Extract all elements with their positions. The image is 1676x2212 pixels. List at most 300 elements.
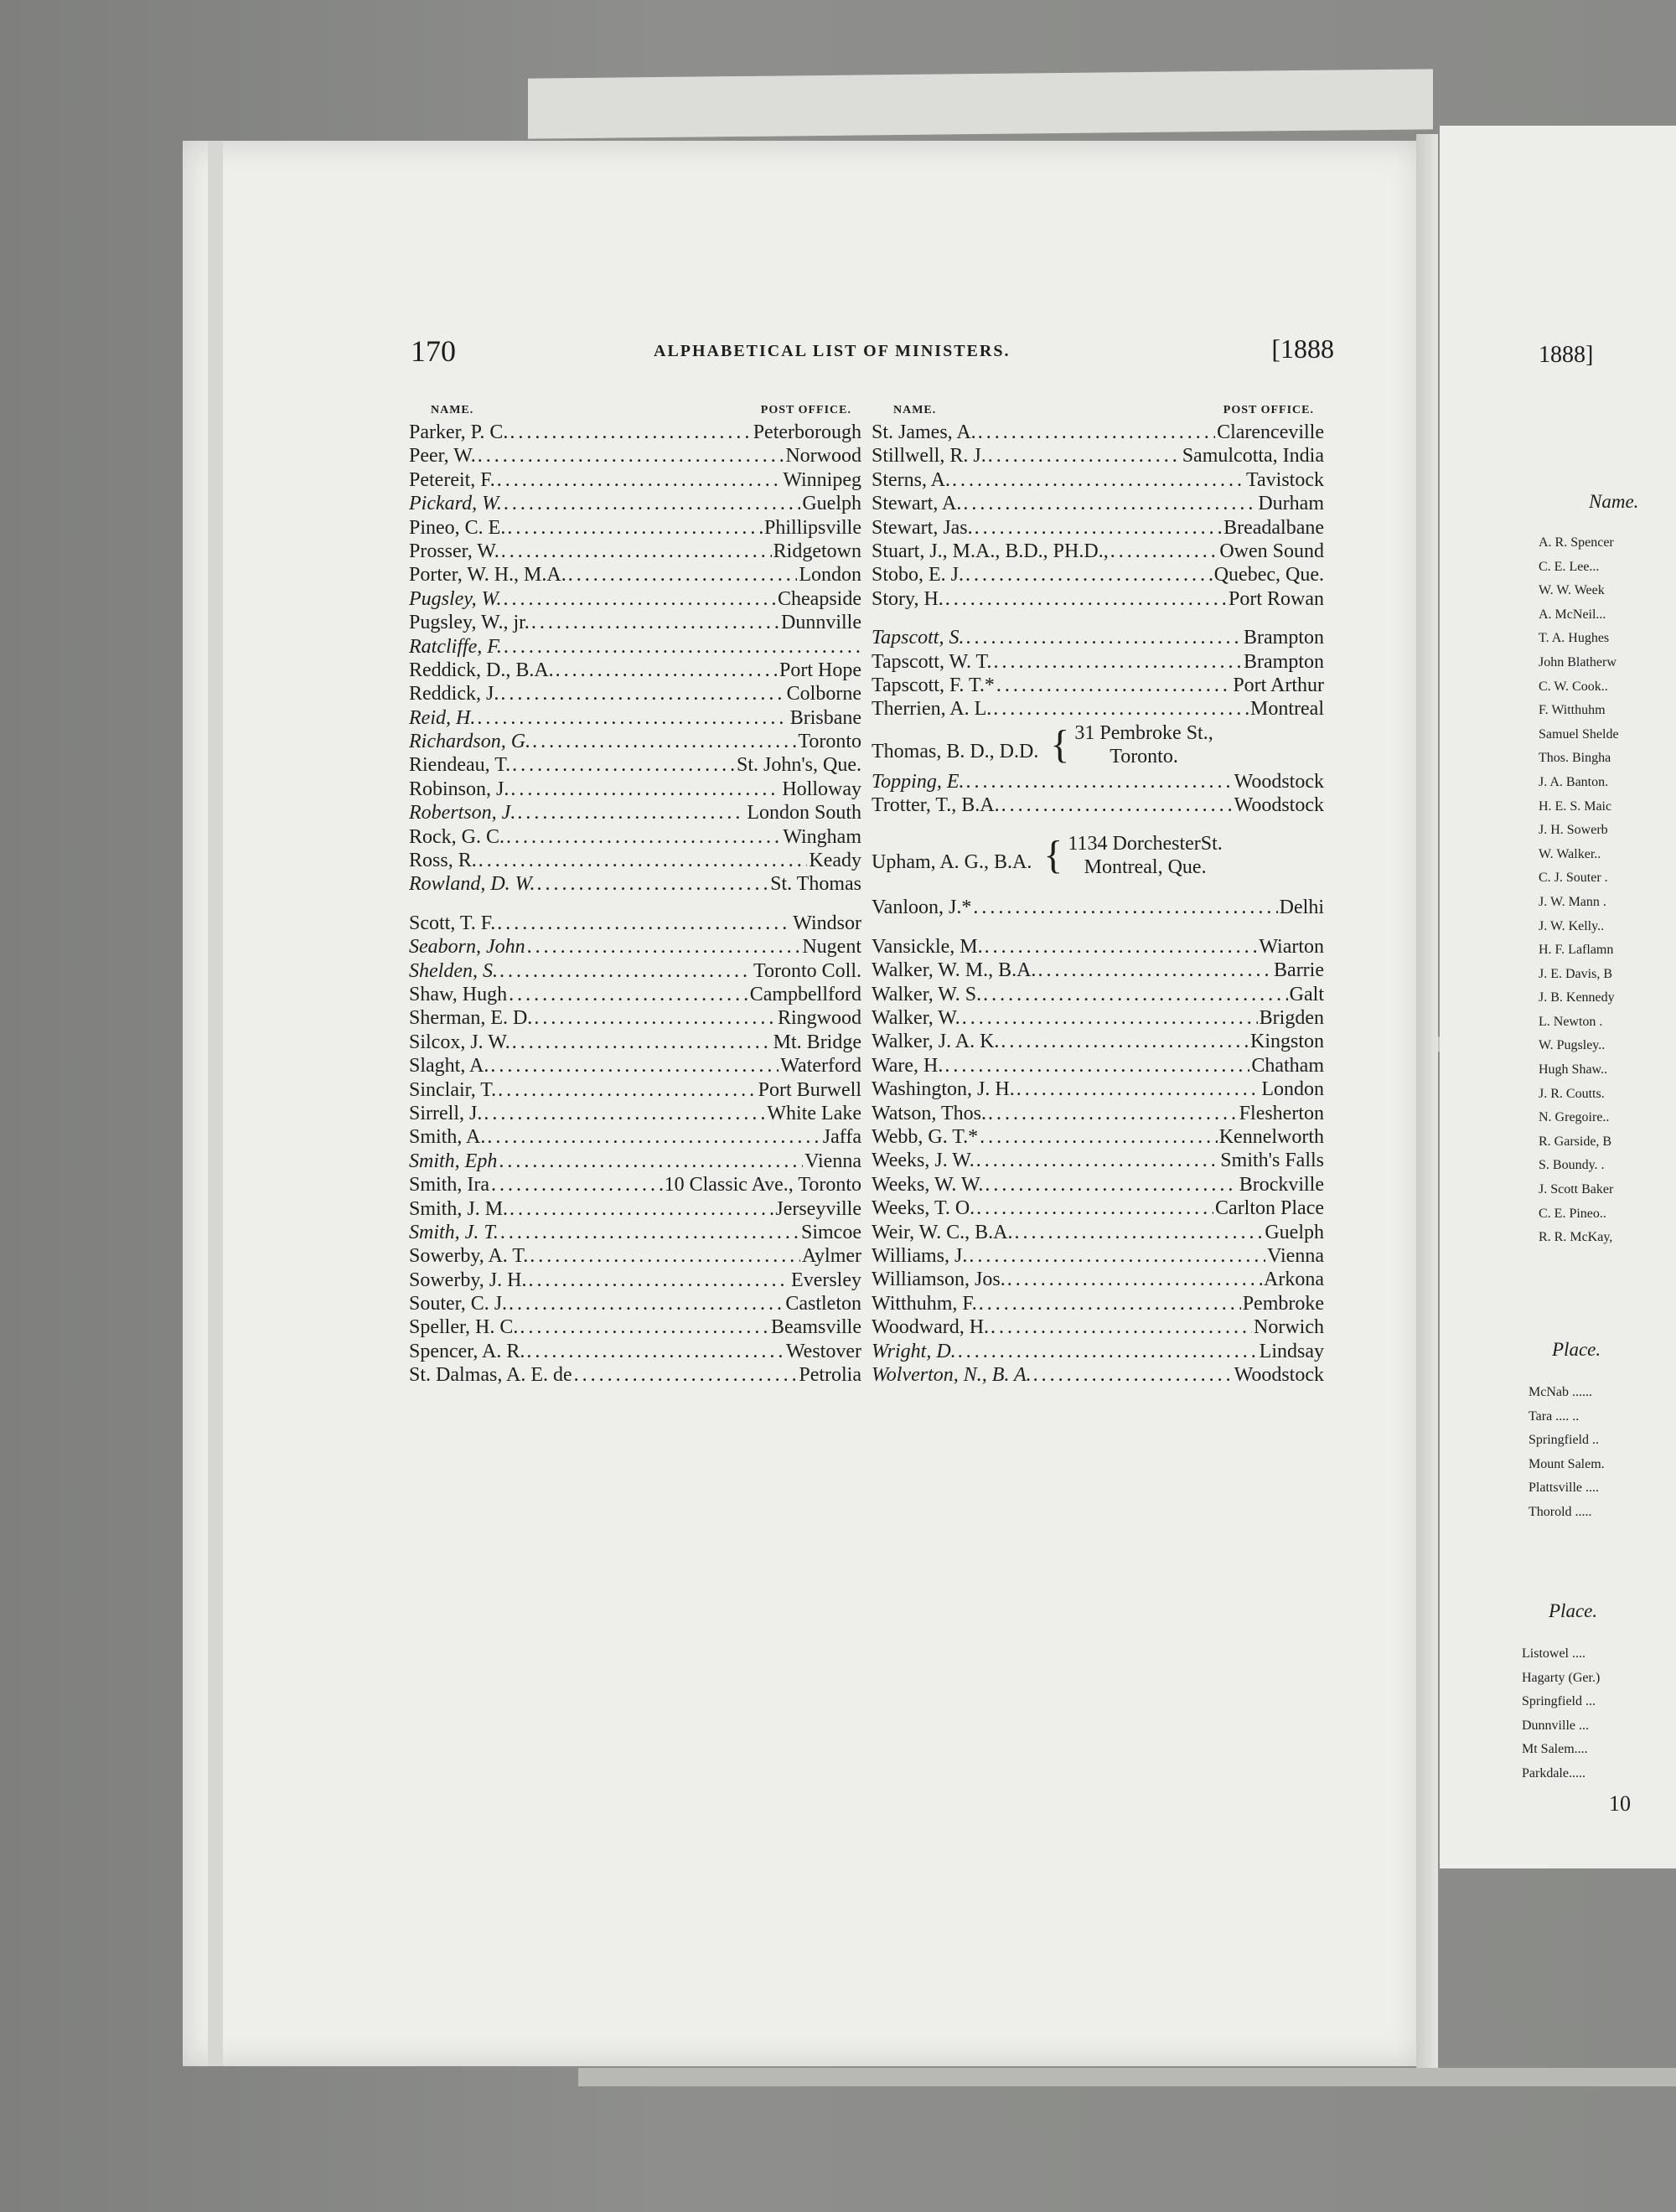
post-office: Barrie — [1274, 959, 1324, 982]
dot-leader — [499, 1150, 803, 1173]
dot-leader — [1037, 959, 1272, 982]
dot-leader — [491, 1173, 663, 1196]
post-office-address — [1068, 832, 1222, 879]
minister-name: St. James, A. — [872, 421, 976, 443]
minister-entry — [872, 1363, 1324, 1387]
minister-entry — [409, 1363, 861, 1387]
minister-name: Trotter, T., B.A. — [872, 794, 1000, 817]
dot-leader — [497, 468, 782, 492]
underlying-sheet-edge — [528, 69, 1433, 138]
minister-name: Rowland, D. W. — [409, 873, 535, 896]
minister-name: Robinson, J. — [409, 778, 510, 800]
minister-entry — [872, 983, 1324, 1006]
right-place-entry: Parkdale..... — [1522, 1765, 1585, 1780]
post-office: Smith's Falls — [1220, 1150, 1324, 1172]
post-office: Pembroke — [1242, 1292, 1324, 1315]
minister-name: Story, H. — [872, 587, 944, 610]
dot-leader — [520, 1315, 769, 1339]
dot-leader — [503, 587, 776, 611]
dot-leader — [1007, 1268, 1262, 1291]
right-place-entry: Dunnville ... — [1522, 1718, 1589, 1733]
address-line-2: Montreal, Que. — [1084, 856, 1207, 879]
right-name-entry: J. R. Coutts. — [1539, 1086, 1605, 1101]
right-names-list — [1539, 531, 1619, 1250]
minister-entry — [409, 563, 861, 587]
minister-name: Walker, W. M., B.A. — [872, 959, 1037, 982]
minister-name: Walker, W. S. — [872, 983, 982, 1005]
minister-entry — [872, 1221, 1324, 1244]
dot-leader — [979, 1292, 1241, 1315]
book-gutter — [1416, 134, 1438, 2086]
column-header — [872, 402, 1324, 421]
post-office: White Lake — [767, 1102, 861, 1124]
post-office: Petrolia — [799, 1364, 861, 1387]
minister-name: Stewart, Jas. — [872, 516, 973, 539]
minister-entry — [872, 587, 1324, 611]
post-office: Nugent — [802, 936, 861, 959]
name-header: NAME. — [431, 404, 474, 416]
minister-entry — [872, 492, 1324, 515]
dot-leader — [1001, 793, 1233, 817]
minister-entry — [409, 983, 861, 1006]
dot-leader — [534, 1006, 776, 1030]
right-name-entry: Thos. Bingha — [1539, 751, 1611, 766]
minister-entry — [872, 1292, 1324, 1315]
minister-name: Watson, Thos. — [872, 1102, 986, 1124]
minister-entry — [872, 1149, 1324, 1172]
post-office: Wiarton — [1259, 935, 1324, 958]
right-name-entry: W. Pugsley.. — [1539, 1038, 1606, 1053]
minister-entry — [872, 1078, 1324, 1101]
post-office: Keady — [809, 850, 861, 872]
post-office: Guelph — [1265, 1221, 1324, 1243]
address-line-1: 31 Pembroke St., — [1074, 721, 1213, 744]
minister-entry — [872, 1125, 1324, 1149]
minister-entry — [409, 1125, 861, 1149]
dot-leader — [536, 872, 768, 896]
post-office: Brigden — [1259, 1007, 1324, 1030]
minister-name: Prosser, W. — [409, 540, 499, 562]
dot-leader — [1110, 540, 1218, 563]
minister-entry — [872, 468, 1324, 492]
dot-leader — [526, 1340, 784, 1363]
post-office: Ridgetown — [773, 540, 861, 562]
dot-leader — [510, 1197, 773, 1221]
post-office: Jerseyville — [775, 1197, 861, 1220]
dot-leader — [965, 770, 1232, 793]
minister-name: Reddick, J. — [409, 683, 499, 705]
post-office: Toronto — [798, 731, 861, 753]
post-office: Port Rowan — [1229, 587, 1324, 610]
minister-entry — [409, 421, 861, 444]
group-gap — [872, 611, 1324, 626]
minister-entry — [872, 1196, 1324, 1220]
post-office: Winnipeg — [783, 468, 861, 491]
right-name-heading: Name. — [1589, 491, 1639, 512]
minister-name: Sowerby, A. T. — [409, 1245, 529, 1268]
post-office: London South — [747, 802, 861, 824]
dot-leader — [510, 778, 780, 801]
post-office: Breadalbane — [1223, 516, 1324, 539]
dot-leader — [490, 1054, 779, 1078]
post-office: Vienna — [804, 1150, 861, 1172]
minister-entry — [409, 1197, 861, 1221]
post-office: Owen Sound — [1219, 540, 1324, 562]
dot-leader — [975, 516, 1222, 540]
dot-leader — [478, 444, 784, 468]
post-office: Brockville — [1239, 1173, 1324, 1196]
dot-leader — [484, 1102, 765, 1125]
post-office: Vienna — [1267, 1244, 1324, 1267]
minister-name: Petereit, F. — [409, 468, 495, 491]
minister-entry — [409, 753, 861, 777]
minister-entry — [872, 626, 1324, 649]
dot-leader — [504, 635, 860, 659]
minister-name: Sterns, A. — [872, 468, 951, 491]
minister-name: Rock, G. C. — [409, 825, 504, 848]
right-place-entry: Mt Salem.... — [1522, 1742, 1588, 1757]
right-name-entry: Hugh Shaw.. — [1539, 1062, 1608, 1078]
minister-name: Sinclair, T. — [409, 1078, 497, 1101]
minister-name: Sirrell, J. — [409, 1102, 483, 1124]
right-place-heading-1: Place. — [1552, 1339, 1601, 1360]
minister-entry — [409, 1221, 861, 1244]
post-office: Brampton — [1244, 650, 1324, 673]
post-office: St. John's, Que. — [736, 754, 861, 777]
minister-entry — [409, 611, 861, 634]
post-office: Beamsville — [771, 1316, 861, 1339]
minister-entry — [872, 770, 1324, 793]
braced-address — [1038, 832, 1222, 879]
post-office: Brisbane — [789, 706, 861, 729]
post-office: Phillipsville — [763, 516, 861, 539]
dot-leader — [501, 540, 772, 563]
right-name-entry: A. R. Spencer — [1539, 535, 1614, 550]
dot-leader — [497, 912, 791, 935]
minister-name: Peer, W. — [409, 445, 476, 468]
minister-name: Weeks, T. O. — [872, 1197, 975, 1220]
right-name-entry: R. Garside, B — [1539, 1134, 1612, 1149]
minister-entry — [872, 959, 1324, 982]
dot-leader — [507, 516, 763, 540]
minister-entry — [409, 492, 861, 515]
right-name-entry: N. Gregoire.. — [1539, 1110, 1610, 1125]
minister-entry — [409, 1173, 861, 1196]
minister-entry — [409, 1269, 861, 1292]
dot-leader — [988, 1102, 1238, 1125]
left-page-edge — [208, 141, 223, 2066]
dot-leader — [976, 1149, 1219, 1172]
dot-leader — [965, 563, 1213, 587]
post-office: Aylmer — [801, 1245, 861, 1268]
post-office: Colborne — [786, 683, 861, 705]
post-office: Kingston — [1249, 1031, 1324, 1053]
minister-entry — [872, 674, 1324, 697]
minister-name: Pickard, W. — [409, 493, 502, 515]
post-office: Brampton — [1244, 627, 1324, 649]
right-name-entry: C. E. Pineo.. — [1539, 1206, 1606, 1221]
right-place-entry: Mount Salem. — [1529, 1456, 1605, 1471]
minister-name: Tapscott, S. — [872, 627, 965, 649]
minister-name: Stuart, J., M.A., B.D., PH.D., — [872, 540, 1109, 562]
minister-entry — [409, 516, 861, 540]
dot-leader — [512, 753, 735, 777]
minister-name: Weeks, J. W. — [872, 1150, 975, 1172]
dot-leader — [487, 1125, 820, 1149]
minister-entry — [872, 935, 1324, 959]
minister-entry — [409, 587, 861, 611]
minister-entry — [872, 421, 1324, 444]
minister-entry — [872, 697, 1324, 721]
braced-address — [1045, 721, 1213, 768]
right-name-entry: W. Walker.. — [1539, 846, 1601, 861]
post-office: Durham — [1258, 493, 1324, 515]
minister-name: Topping, E. — [872, 770, 965, 793]
minister-name: Witthuhm, F. — [872, 1292, 977, 1315]
minister-entry — [872, 832, 1324, 881]
minister-name: Woodward, H. — [872, 1316, 990, 1339]
post-office: 10 Classic Ave., Toronto — [664, 1174, 861, 1196]
minister-entry — [409, 1102, 861, 1125]
minister-name: Vanloon, J.* — [872, 897, 972, 919]
dot-leader — [510, 421, 751, 444]
address-line-1: 1134 DorchesterSt. — [1068, 833, 1223, 855]
right-name-entry: L. Newton . — [1539, 1014, 1603, 1029]
right-places-list-1 — [1529, 1381, 1605, 1525]
dot-leader — [530, 1244, 800, 1268]
post-office: Woodstock — [1234, 794, 1324, 817]
minister-entry — [409, 1244, 861, 1268]
dot-leader — [1033, 1363, 1233, 1387]
right-place-entry: Hagarty (Ger.) — [1522, 1670, 1601, 1685]
dot-leader — [531, 611, 779, 634]
dot-leader — [996, 674, 1231, 697]
minister-entry — [872, 516, 1324, 540]
minister-entry — [409, 1031, 861, 1054]
dot-leader — [985, 1173, 1237, 1196]
minister-name: Williamson, Jos. — [872, 1269, 1006, 1291]
dot-leader — [509, 983, 748, 1006]
post-office: Dunnville — [781, 612, 861, 634]
minister-name: Pineo, C. E. — [409, 516, 506, 539]
right-name-entry: J. Scott Baker — [1539, 1182, 1614, 1197]
post-office: Woodstock — [1234, 770, 1324, 793]
minister-entry — [409, 1292, 861, 1315]
minister-entry — [872, 1268, 1324, 1291]
right-name-entry: C. E. Lee... — [1539, 559, 1600, 574]
minister-name: Shaw, Hugh — [409, 983, 508, 1005]
minister-name: Washington, J. H. — [872, 1078, 1015, 1101]
dot-leader — [500, 682, 784, 705]
post-office: Jaffa — [822, 1126, 861, 1149]
minister-name: Wolverton, N., B. A. — [872, 1363, 1032, 1386]
minister-name: Smith, J. T. — [409, 1221, 499, 1243]
minister-entry — [409, 801, 861, 824]
post-office-header: POST OFFICE. — [760, 404, 851, 416]
right-name-entry: John Blatherw — [1539, 654, 1617, 669]
right-place-entry: Listowel .... — [1522, 1646, 1585, 1661]
post-office: Eversley — [791, 1269, 861, 1291]
minister-name: Reddick, D., B.A. — [409, 659, 554, 681]
dot-leader — [500, 1221, 799, 1244]
right-places-list-2 — [1522, 1642, 1600, 1786]
minister-name: Shelden, S. — [409, 959, 498, 982]
post-office: Holloway — [782, 778, 861, 800]
minister-name: Pugsley, W., jr. — [409, 612, 530, 634]
minister-name: Thomas, B. D., D.D. — [872, 740, 1039, 762]
minister-entry — [409, 912, 861, 935]
minister-name: Slaght, A. — [409, 1055, 489, 1078]
post-office-address — [1074, 721, 1213, 768]
minister-entry — [872, 1030, 1324, 1053]
minister-entry — [872, 1102, 1324, 1125]
minister-entry — [409, 825, 861, 849]
minister-entry — [872, 793, 1324, 817]
dot-leader — [980, 1125, 1218, 1149]
dot-leader — [969, 1244, 1265, 1268]
minister-name: Robertson, J. — [409, 802, 516, 824]
dot-leader — [945, 587, 1227, 611]
entries — [409, 421, 861, 1388]
minister-entry — [409, 444, 861, 468]
minister-name: Tapscott, F. T.* — [872, 674, 995, 696]
minister-entry — [409, 659, 861, 682]
minister-name: Smith, Eph — [409, 1150, 498, 1172]
post-office: Westover — [785, 1340, 861, 1362]
dot-leader — [991, 1315, 1252, 1339]
dot-leader — [958, 1340, 1258, 1363]
dot-leader — [983, 983, 1288, 1006]
minister-entry — [409, 1078, 861, 1102]
minister-entry — [409, 872, 861, 896]
minister-entry — [872, 1054, 1324, 1078]
post-office: Quebec, Que. — [1213, 564, 1324, 587]
dot-leader — [962, 1006, 1258, 1030]
minister-name: Smith, Ira — [409, 1174, 489, 1196]
minister-name: Tapscott, W. T. — [872, 650, 992, 673]
minister-entry — [409, 1340, 861, 1363]
post-office: St. Thomas — [770, 873, 861, 896]
post-office: Norwich — [1254, 1316, 1324, 1339]
dot-leader — [574, 1363, 798, 1387]
minister-entry — [409, 540, 861, 563]
dot-leader — [973, 896, 1277, 919]
minister-name: Wright, D. — [872, 1340, 956, 1362]
minister-name: Richardson, G. — [409, 731, 531, 753]
minister-name: Stillwell, R. J. — [872, 445, 986, 468]
post-office: Woodstock — [1234, 1363, 1324, 1386]
minister-name: Parker, P. C. — [409, 421, 509, 443]
right-name-entry: J. E. Davis, B — [1539, 966, 1612, 981]
right-place-entry: Thorold ..... — [1529, 1504, 1592, 1519]
right-name-entry: H. E. S. Maic — [1539, 798, 1612, 814]
minister-name: St. Dalmas, A. E. de — [409, 1364, 572, 1387]
minister-entry — [409, 730, 861, 753]
right-name-entry: Samuel Shelde — [1539, 726, 1619, 742]
dot-leader — [504, 492, 800, 515]
ministers-column-left — [409, 402, 861, 1388]
right-place-entry: Springfield ... — [1522, 1694, 1596, 1709]
minister-name: Riendeau, T. — [409, 754, 511, 777]
minister-entry — [872, 563, 1324, 587]
dot-leader — [506, 825, 781, 849]
dot-leader — [993, 697, 1249, 721]
dot-leader — [477, 706, 788, 730]
post-office-header: POST OFFICE. — [1223, 404, 1314, 416]
right-name-entry: J. B. Kennedy — [1539, 990, 1615, 1005]
post-office: Port Arthur — [1233, 674, 1324, 696]
post-office: Cheapside — [778, 587, 861, 610]
group-gap — [872, 920, 1324, 935]
right-name-entry: C. W. Cook.. — [1539, 679, 1608, 694]
minister-entry — [872, 1315, 1324, 1339]
post-office: Ringwood — [777, 1007, 861, 1030]
post-office: Norwood — [785, 445, 861, 468]
post-office: London — [799, 564, 861, 587]
post-office: Flesherton — [1239, 1102, 1324, 1124]
entries — [872, 421, 1324, 1387]
post-office: Guelph — [802, 493, 861, 515]
minister-name: Therrien, A. L. — [872, 698, 992, 721]
minister-entry — [409, 706, 861, 730]
dot-leader — [556, 659, 778, 682]
minister-entry — [872, 650, 1324, 674]
dot-leader — [509, 1292, 784, 1315]
minister-name: Porter, W. H., M.A. — [409, 564, 566, 587]
minister-name: Scott, T. F. — [409, 912, 496, 934]
post-office: Carlton Place — [1215, 1197, 1324, 1220]
minister-entry — [409, 1315, 861, 1339]
right-name-entry: S. Boundy. . — [1539, 1158, 1605, 1173]
post-office: Port Burwell — [758, 1078, 861, 1101]
right-name-entry: J. A. Banton. — [1539, 774, 1609, 789]
minister-name: Sowerby, J. H. — [409, 1269, 527, 1291]
minister-name: Sherman, E. D. — [409, 1007, 533, 1030]
minister-name: Weeks, W. W. — [872, 1173, 984, 1196]
minister-entry — [409, 849, 861, 872]
dot-leader — [532, 730, 796, 753]
column-header — [409, 402, 861, 421]
dot-leader — [944, 1054, 1249, 1078]
minister-entry — [409, 1054, 861, 1078]
minister-name: Speller, H. C. — [409, 1316, 519, 1339]
post-office: Mt. Bridge — [773, 1031, 861, 1053]
page-header — [411, 333, 1334, 375]
minister-entry — [872, 444, 1324, 468]
minister-entry — [872, 1340, 1324, 1363]
post-office: Campbellford — [749, 983, 861, 1005]
dot-leader — [528, 1269, 789, 1292]
minister-entry — [409, 1006, 861, 1030]
minister-name: Ross, R. — [409, 850, 477, 872]
minister-name: Souter, C. J. — [409, 1293, 508, 1315]
dot-leader — [963, 492, 1256, 515]
minister-name: Stewart, A. — [872, 493, 962, 515]
address-line-2: Toronto. — [1110, 745, 1178, 767]
minister-entry — [409, 778, 861, 801]
minister-entry — [409, 682, 861, 705]
minister-name: Stobo, E. J. — [872, 564, 965, 587]
minister-entry — [409, 959, 861, 983]
post-office: Toronto Coll. — [753, 959, 861, 982]
minister-entry — [872, 1173, 1324, 1196]
minister-name: Vansickle, M. — [872, 935, 983, 958]
group-gap — [409, 897, 861, 912]
post-office: Chatham — [1251, 1054, 1324, 1077]
minister-name: Ware, H. — [872, 1054, 944, 1077]
ministers-column-right — [872, 402, 1324, 1387]
dot-leader — [527, 935, 801, 959]
